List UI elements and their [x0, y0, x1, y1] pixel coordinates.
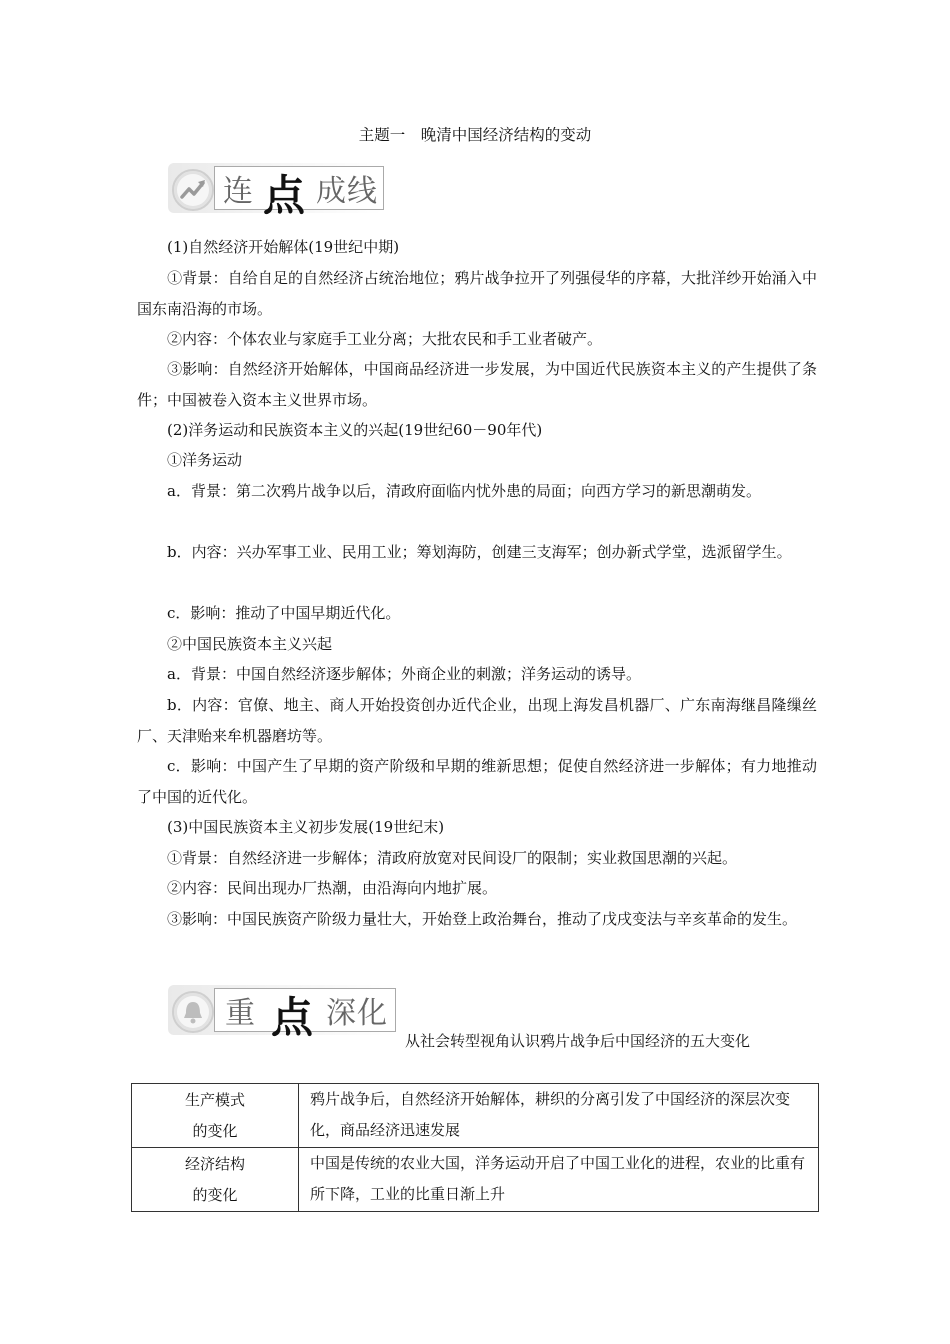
s2-heading: (2)洋务运动和民族资本主义的兴起(19世纪60－90年代) [167, 421, 543, 439]
page-title: 主题一 晚清中国经济结构的变动 [358, 126, 592, 144]
s2-sub1-a: a．背景：第二次鸦片战争以后，清政府面临内忧外患的局面；向西方学习的新思潮萌发。 [167, 482, 761, 500]
s3-background: ①背景：自然经济进一步解体；清政府放宽对民间设厂的限制；实业救国思潮的兴起。 [167, 849, 738, 867]
row-header: 生产模式 的变化 [132, 1084, 299, 1148]
table-caption: 从社会转型视角认识鸦片战争后中国经济的五大变化 [405, 1032, 751, 1050]
banner-big-char: 点 [271, 993, 314, 1042]
s3-effect: ③影响：中国民族资产阶级力量壮大，开始登上政治舞台，推动了戊戌变法与辛亥革命的发生。 [167, 910, 798, 928]
economic-changes-table [131, 1083, 819, 1212]
s1-heading: (1)自然经济开始解体(19世纪中期) [167, 238, 400, 256]
table-row [132, 1084, 819, 1148]
bell-icon [172, 991, 214, 1033]
s2-sub2-b: b．内容：官僚、地主、商人开始投资创办近代企业，出现上海发昌机器厂、广东南海继昌隆缫丝厂、天津贻来牟机器磨坊等。 [137, 696, 817, 745]
row-header: 经济结构 的变化 [132, 1148, 299, 1212]
banner-word-2: 深化 [326, 996, 388, 1031]
s1-effect: ③影响：自然经济开始解体，中国商品经济进一步发展，为中国近代民族资本主义的产生提供了条件；中国被卷入资本主义世界市场。 [137, 360, 817, 409]
s2-sub1-c: c．影响：推动了中国早期近代化。 [167, 604, 401, 622]
s2-sub1-b: b．内容：兴办军事工业、民用工业；筹划海防，创建三支海军；创办新式学堂，选派留学生。 [167, 543, 792, 561]
banner-lian-dian-cheng-xian [168, 163, 384, 220]
table-row [132, 1148, 819, 1212]
s1-content: ②内容：个体农业与家庭手工业分离；大批农民和手工业者破产。 [167, 330, 603, 348]
s2-sub1: ①洋务运动 [167, 451, 243, 469]
row-content: 中国是传统的农业大国，洋务运动开启了中国工业化的进程，农业的比重有所下降，工业的比重日渐上升 [299, 1148, 819, 1212]
banner-zhong-dian-shen-hua [168, 985, 398, 1042]
s1-background: ①背景：自给自足的自然经济占统治地位；鸦片战争拉开了列强侵华的序幕，大批洋纱开始涌入中国东南沿海的市场。 [137, 269, 817, 318]
s3-heading: (3)中国民族资本主义初步发展(19世纪末) [167, 818, 445, 836]
s3-content: ②内容：民间出现办厂热潮，由沿海向内地扩展。 [167, 879, 498, 897]
s2-sub2-a: a．背景：中国自然经济逐步解体；外商企业的刺激；洋务运动的诱导。 [167, 665, 641, 683]
banner-word-1: 重 [225, 996, 256, 1031]
trend-arrow-icon [172, 169, 214, 211]
banner-word-2: 成线 [316, 174, 378, 209]
s2-sub2: ②中国民族资本主义兴起 [167, 635, 333, 653]
banner-word-1: 连 [223, 174, 254, 209]
banner-frame [214, 988, 396, 1042]
s2-sub2-c: c．影响：中国产生了早期的资产阶级和早期的维新思想；促使自然经济进一步解体；有力地推动了中国的近代化。 [137, 757, 817, 806]
banner-big-char: 点 [263, 171, 306, 220]
row-content: 鸦片战争后，自然经济开始解体，耕织的分离引发了中国经济的深层次变化，商品经济迅速发展 [299, 1084, 819, 1148]
banner-frame [214, 166, 384, 220]
